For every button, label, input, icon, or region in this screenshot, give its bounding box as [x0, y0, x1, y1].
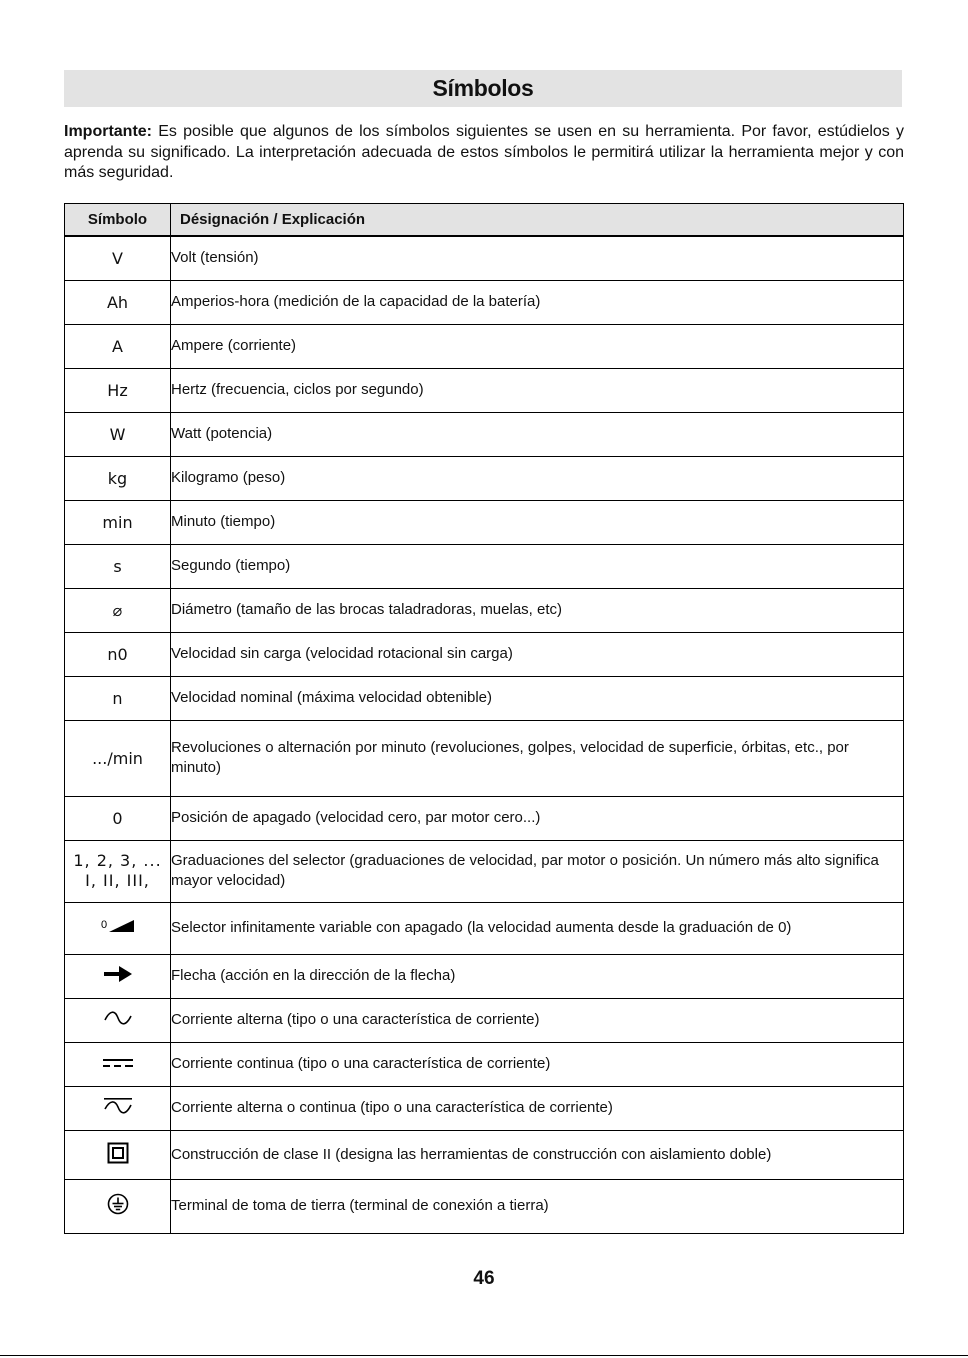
- description-cell: Selector infinitamente variable con apagado (la velocidad aumenta desde la graduación de 0): [171, 902, 904, 954]
- symbol-arabic-numerals: 1, 2, 3, ...: [73, 851, 162, 870]
- table-row: [65, 588, 904, 632]
- intro-bold: Importante:: [64, 123, 152, 140]
- table-row: [65, 1179, 904, 1233]
- description-cell: Posición de apagado (velocidad cero, par motor cero...): [171, 796, 904, 840]
- description-cell: Flecha (acción en la dirección de la flecha): [171, 954, 904, 998]
- symbol-cell: Hz: [65, 368, 171, 412]
- symbol-cell: [65, 902, 171, 954]
- symbol-cell: [65, 1086, 171, 1130]
- page-number: 46: [473, 1268, 495, 1289]
- symbol-cell: kg: [65, 456, 171, 500]
- direct-current-icon: [102, 1056, 134, 1070]
- symbol-cell: ⌀: [65, 588, 171, 632]
- table-row: [65, 324, 904, 368]
- description-cell: Corriente alterna o continua (tipo o una característica de corriente): [171, 1086, 904, 1130]
- symbol-cell: s: [65, 544, 171, 588]
- symbol-cell: [65, 1130, 171, 1179]
- intro-text: Es posible que algunos de los símbolos siguientes se usen en su herramienta. Por favor, estúdielos y aprenda su significado. La interpretación adecuada de estos símbolos le permitirá utilizar la herramienta mejor y con más seguridad.: [64, 123, 904, 181]
- table-row: [65, 544, 904, 588]
- symbol-cell: [65, 954, 171, 998]
- table-row: [65, 632, 904, 676]
- table-row: [65, 500, 904, 544]
- arrow-right-icon: [103, 965, 133, 983]
- symbol-cell: min: [65, 500, 171, 544]
- description-cell: Watt (potencia): [171, 412, 904, 456]
- symbol-cell: [65, 1042, 171, 1086]
- ac-dc-current-icon: [103, 1096, 133, 1116]
- table-row: [65, 368, 904, 412]
- description-cell: Corriente alterna (tipo o una característica de corriente): [171, 998, 904, 1042]
- table-header-row: [65, 204, 904, 237]
- symbol-cell: n0: [65, 632, 171, 676]
- description-cell: Minuto (tiempo): [171, 500, 904, 544]
- title-bar: [64, 70, 902, 107]
- symbols-table: [64, 203, 904, 1234]
- symbol-cell: [65, 998, 171, 1042]
- symbol-cell: A: [65, 324, 171, 368]
- table-row: [65, 840, 904, 902]
- table-row: [65, 796, 904, 840]
- description-cell: Diámetro (tamaño de las brocas taladradoras, muelas, etc): [171, 588, 904, 632]
- table-row: [65, 720, 904, 796]
- symbol-cell: n: [65, 676, 171, 720]
- description-cell: Segundo (tiempo): [171, 544, 904, 588]
- page-title: Símbolos: [432, 75, 534, 101]
- description-cell: Velocidad sin carga (velocidad rotacional sin carga): [171, 632, 904, 676]
- symbol-cell: W: [65, 412, 171, 456]
- description-cell: Volt (tensión): [171, 236, 904, 280]
- bottom-divider: [0, 1355, 968, 1356]
- header-description: Désignación / Explicación: [171, 204, 904, 237]
- description-cell: Ampere (corriente): [171, 324, 904, 368]
- variable-selector-icon: [101, 918, 135, 934]
- description-cell: Kilogramo (peso): [171, 456, 904, 500]
- description-cell: Terminal de toma de tierra (terminal de conexión a tierra): [171, 1179, 904, 1233]
- description-cell: Revoluciones o alternación por minuto (revoluciones, golpes, velocidad de superficie, órbitas, etc., por minuto): [171, 720, 904, 796]
- table-row: [65, 902, 904, 954]
- class-ii-construction-icon: [107, 1142, 129, 1164]
- description-cell: Graduaciones del selector (graduaciones de velocidad, par motor o posición. Un número más alto significa mayor velocidad): [171, 840, 904, 902]
- table-row: [65, 1130, 904, 1179]
- table-row: [65, 412, 904, 456]
- table-row: [65, 1042, 904, 1086]
- intro-paragraph: [64, 122, 904, 184]
- symbol-cell: V: [65, 236, 171, 280]
- table-row: [65, 280, 904, 324]
- alternating-current-icon: [103, 1009, 133, 1027]
- table-row: [65, 1086, 904, 1130]
- table-row: [65, 998, 904, 1042]
- symbol-cell: Ah: [65, 280, 171, 324]
- symbol-cell: [65, 840, 171, 902]
- symbol-roman-numerals: I, II, III,: [85, 871, 150, 890]
- description-cell: Corriente continua (tipo o una característica de corriente): [171, 1042, 904, 1086]
- table-row: [65, 676, 904, 720]
- header-symbol: Símbolo: [65, 204, 171, 237]
- description-cell: Hertz (frecuencia, ciclos por segundo): [171, 368, 904, 412]
- symbol-cell: [65, 1179, 171, 1233]
- variable-selector-zero: 0: [100, 919, 107, 931]
- symbol-cell: .../min: [65, 720, 171, 796]
- symbol-cell: 0: [65, 796, 171, 840]
- table-row: [65, 456, 904, 500]
- earth-terminal-icon: [107, 1193, 129, 1215]
- table-row: [65, 236, 904, 280]
- description-cell: Velocidad nominal (máxima velocidad obtenible): [171, 676, 904, 720]
- table-row: [65, 954, 904, 998]
- description-cell: Construcción de clase II (designa las herramientas de construcción con aislamiento doble): [171, 1130, 904, 1179]
- description-cell: Amperios-hora (medición de la capacidad de la batería): [171, 280, 904, 324]
